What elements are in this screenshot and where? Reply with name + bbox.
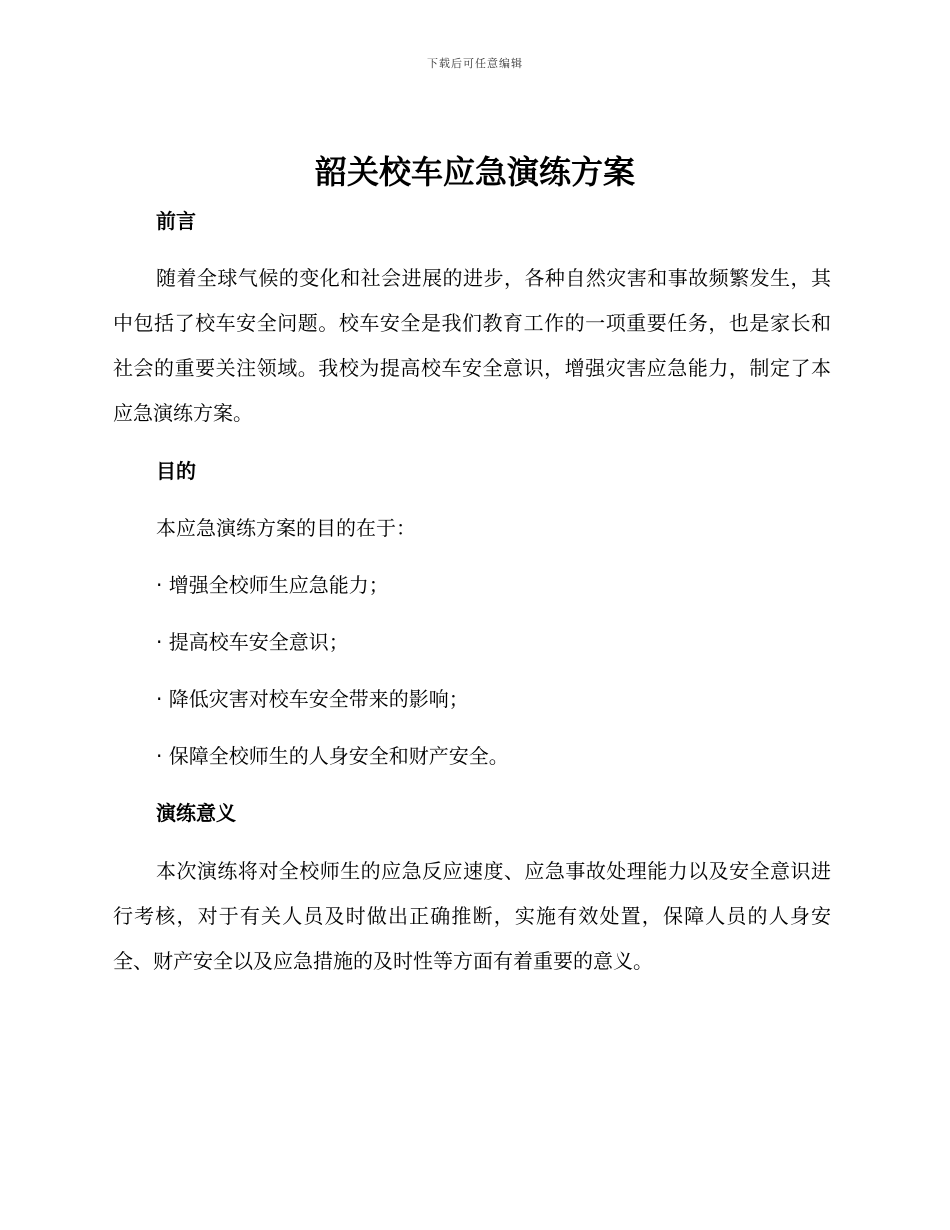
section-heading-purpose: 目的	[156, 459, 196, 483]
preface-paragraph: 随着全球气候的变化和社会进展的进步，各种自然灾害和事故频繁发生，其中包括了校车安全问题。校车安全是我们教育工作的一项重要任务，也是家长和社会的重要关注领域。我校为提高校车安全意识，增强灾害应急能力，制定了本应急演练方案。	[113, 266, 831, 425]
document-title: 韶关校车应急演练方案	[314, 153, 635, 191]
section-heading-preface: 前言	[156, 209, 196, 233]
section-heading-significance: 演练意义	[156, 801, 236, 825]
purpose-intro: 本应急演练方案的目的在于：	[156, 516, 416, 540]
list-item: · 降低灾害对校车安全带来的影响；	[156, 687, 469, 711]
list-item: · 提高校车安全意识；	[156, 630, 349, 654]
list-item: · 保障全校师生的人身安全和财产安全。	[156, 744, 509, 768]
significance-paragraph: 本次演练将对全校师生的应急反应速度、应急事故处理能力以及安全意识进行考核，对于有关人员及时做出正确推断，实施有效处置，保障人员的人身安全、财产安全以及应急措施的及时性等方面有着重要的意义。	[113, 859, 831, 973]
header-note: 下载后可任意编辑	[427, 57, 523, 70]
document-body	[113, 200, 831, 984]
list-item: · 增强全校师生应急能力；	[156, 573, 389, 597]
purpose-list	[113, 564, 831, 777]
